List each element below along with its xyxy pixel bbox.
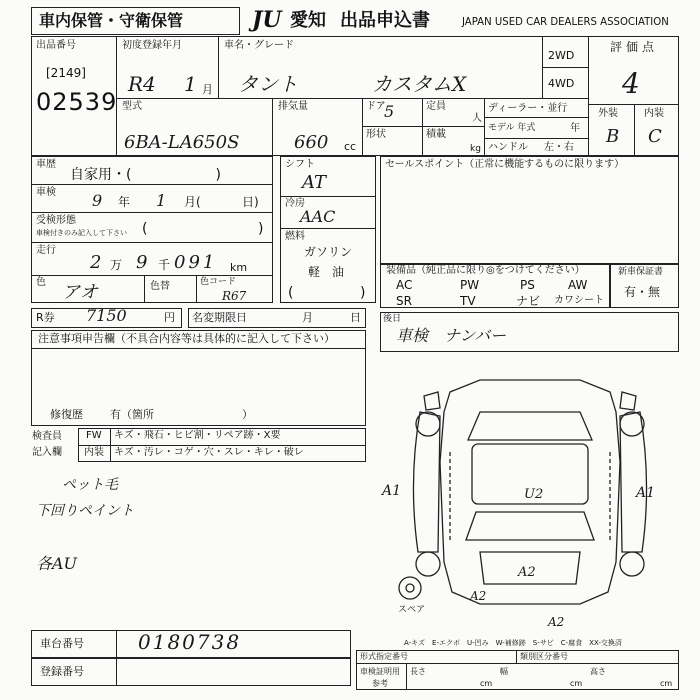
inspection-year: 9	[92, 191, 103, 210]
doors-label: ドア	[366, 101, 386, 112]
dealer-label: ディーラー・並行	[488, 103, 568, 114]
load-unit: kg	[470, 144, 481, 154]
region-name: 愛知	[290, 10, 326, 31]
inspector-label-1: 検査員	[32, 431, 62, 442]
car-grade-value: カスタムX	[372, 72, 467, 96]
fuel-light-oil: 軽 油	[308, 265, 345, 279]
reception-paren-close: )	[258, 221, 264, 237]
note-pet-hair: ペット毛	[62, 477, 118, 493]
registration-label: 初度登録年月	[122, 40, 182, 51]
mark-a2-bottom: A2	[548, 615, 565, 629]
shape-label: 形状	[366, 129, 386, 140]
displacement-label: 排気量	[278, 101, 308, 112]
fw-items: キズ・飛石・ヒビ割・リペア跡・X要	[114, 430, 281, 441]
equip-navi: ナビ	[516, 294, 541, 308]
equipment-label: 装備品（純正品に限り◎をつけてください）	[386, 265, 585, 276]
aircon-value: AAC	[300, 207, 336, 226]
lot-number: 02539	[36, 88, 118, 116]
shift-value: AT	[302, 172, 327, 193]
vehicle-cert-ref: 参考	[372, 679, 388, 688]
height-label: 高さ	[590, 667, 606, 676]
recycle-unit: 円	[164, 311, 175, 324]
equip-ac: AC	[396, 278, 413, 292]
registration-era: R4	[128, 72, 156, 96]
drive-2wd: 2WD	[548, 49, 575, 62]
interior-inspect-items: キズ・汚レ・コゲ・穴・スレ・キレ・破レ	[114, 447, 304, 458]
reception-label: 受検形態	[36, 215, 76, 226]
form-title: 出品申込書	[340, 10, 430, 31]
inspection-day-unit: 日)	[242, 195, 259, 209]
storage-label: 車内保管・守衛保管	[39, 11, 184, 30]
sales-point-block	[380, 156, 679, 264]
association-name: JAPAN USED CAR DEALERS ASSOCIATION	[462, 15, 669, 28]
type-designation-label: 形式指定番号	[360, 652, 408, 661]
spare-label: スペア	[398, 605, 426, 615]
fuel-gasoline: ガソリン	[304, 245, 353, 259]
cm-unit-2: cm	[570, 679, 583, 688]
note-underbody-paint: 下回りペイント	[36, 503, 134, 519]
vehicle-cert-label: 車検証明用	[360, 667, 400, 676]
chassis-value: 0180738	[138, 630, 242, 654]
equip-ps: PS	[520, 278, 535, 292]
rear-value: 車検 ナンバー	[396, 326, 507, 345]
rear-label: 後日	[383, 314, 402, 324]
interior-label: 内装	[644, 108, 664, 119]
sales-point-label: セールスポイント（正常に機能するものに限ります）	[385, 159, 625, 170]
inspection-month: 1	[156, 191, 167, 210]
inspection-month-unit: 月(	[184, 195, 201, 209]
equip-sr: SR	[396, 294, 412, 308]
model-value: 6BA-LA650S	[124, 132, 240, 153]
lot-sub-number: [2149]	[46, 66, 86, 80]
exterior-label: 外装	[598, 108, 618, 119]
capacity-unit: 人	[472, 113, 482, 124]
cm-unit-3: cm	[660, 679, 673, 688]
mark-a1-left: A1	[382, 483, 402, 499]
model-label: 型式	[122, 101, 142, 112]
mileage-rest: 091	[174, 252, 218, 273]
aircon-label: 冷房	[285, 198, 305, 209]
mileage-sen: 9	[136, 252, 148, 273]
car-name-value: タント	[238, 72, 298, 96]
name-change-label: 名変期限日	[192, 311, 247, 324]
category-label: 類別区分番号	[520, 652, 568, 661]
length-label: 長さ	[410, 667, 426, 676]
capacity-label: 定員	[426, 101, 446, 112]
mileage-man: 2	[90, 252, 102, 273]
mark-a2-center: A2	[518, 565, 536, 580]
mileage-unit: km	[230, 261, 248, 274]
cm-unit-1: cm	[480, 679, 493, 688]
interior-inspect-label: 内装	[84, 447, 104, 458]
lot-label: 出品番号	[36, 40, 76, 51]
fuel-paren-close: )	[360, 285, 366, 301]
inspection-label: 車検	[36, 187, 56, 198]
color-change-label: 色替	[150, 281, 170, 292]
ju-logo: JU	[252, 7, 282, 33]
mark-a1-right: A1	[636, 485, 656, 501]
equip-kawa-seat: カワシート	[554, 295, 604, 306]
new-warranty-label: 新車保証書	[618, 267, 664, 277]
equip-aw: AW	[568, 278, 588, 292]
mileage-unit-man: 万	[110, 258, 123, 272]
registration-month: 1	[184, 72, 197, 96]
model-year-label: モデル 年式	[488, 123, 536, 133]
fuel-paren-open: (	[288, 285, 294, 301]
equip-pw: PW	[460, 278, 480, 292]
equip-tv: TV	[460, 294, 476, 308]
displacement-unit: cc	[344, 140, 357, 153]
color-code-label: 色コード	[200, 277, 237, 287]
load-label: 積載	[426, 129, 446, 140]
registration-month-unit: 月	[202, 83, 213, 96]
mileage-label: 走行	[36, 245, 56, 256]
fuel-label: 燃料	[285, 231, 305, 242]
interior-value: C	[648, 126, 662, 147]
color-label: 色	[36, 277, 46, 288]
inspection-year-unit: 年	[118, 195, 131, 209]
fw-label: FW	[86, 430, 102, 441]
recycle-label: R券	[36, 311, 55, 324]
shift-block	[280, 156, 376, 303]
car-name-label: 車名・グレード	[224, 40, 294, 51]
name-change-month: 月	[302, 311, 313, 324]
doors-value: 5	[384, 102, 395, 121]
history-value: 自家用・( )	[70, 167, 221, 183]
repair-label: 修復歴	[50, 408, 83, 421]
mileage-unit-sen: 千	[158, 258, 171, 272]
inspector-label-2: 記入欄	[32, 447, 62, 458]
history-label: 車歴	[36, 159, 56, 170]
drive-4wd: 4WD	[548, 77, 575, 90]
rating-label: 評価点	[610, 40, 659, 54]
color-code-value: R67	[222, 289, 247, 303]
exterior-value: B	[606, 126, 620, 147]
chassis-label: 車台番号	[40, 637, 84, 650]
reception-paren-open: (	[142, 221, 148, 237]
recycle-value: 7150	[86, 306, 127, 325]
rating-value: 4	[622, 67, 640, 100]
reception-note: 車検付きのみ記入して下さい	[36, 229, 127, 237]
mark-a2-left: A2	[470, 589, 487, 603]
name-change-day: 日	[350, 311, 361, 324]
mark-u2: U2	[524, 487, 544, 502]
year-unit: 年	[570, 123, 580, 134]
notice-label: 注意事項申告欄（不具合内容等は具体的に記入して下さい）	[38, 332, 335, 345]
width-label: 幅	[500, 667, 508, 676]
reg-number-label: 登録番号	[40, 665, 84, 678]
handle-options: 左・右	[544, 142, 574, 153]
shift-label: シフト	[285, 159, 315, 170]
color-value: アオ	[62, 282, 98, 303]
warranty-options: 有・無	[624, 285, 661, 299]
handle-label: ハンドル	[488, 142, 528, 153]
note-each-au: 各AU	[36, 554, 78, 573]
damage-legend: A-キズ E-エクボ U-凹み W-補修跡 S-サビ C-腐食 XX-交換済	[404, 639, 622, 647]
displacement-value: 660	[294, 132, 329, 153]
repair-value: 有（箇所 ）	[110, 408, 253, 421]
